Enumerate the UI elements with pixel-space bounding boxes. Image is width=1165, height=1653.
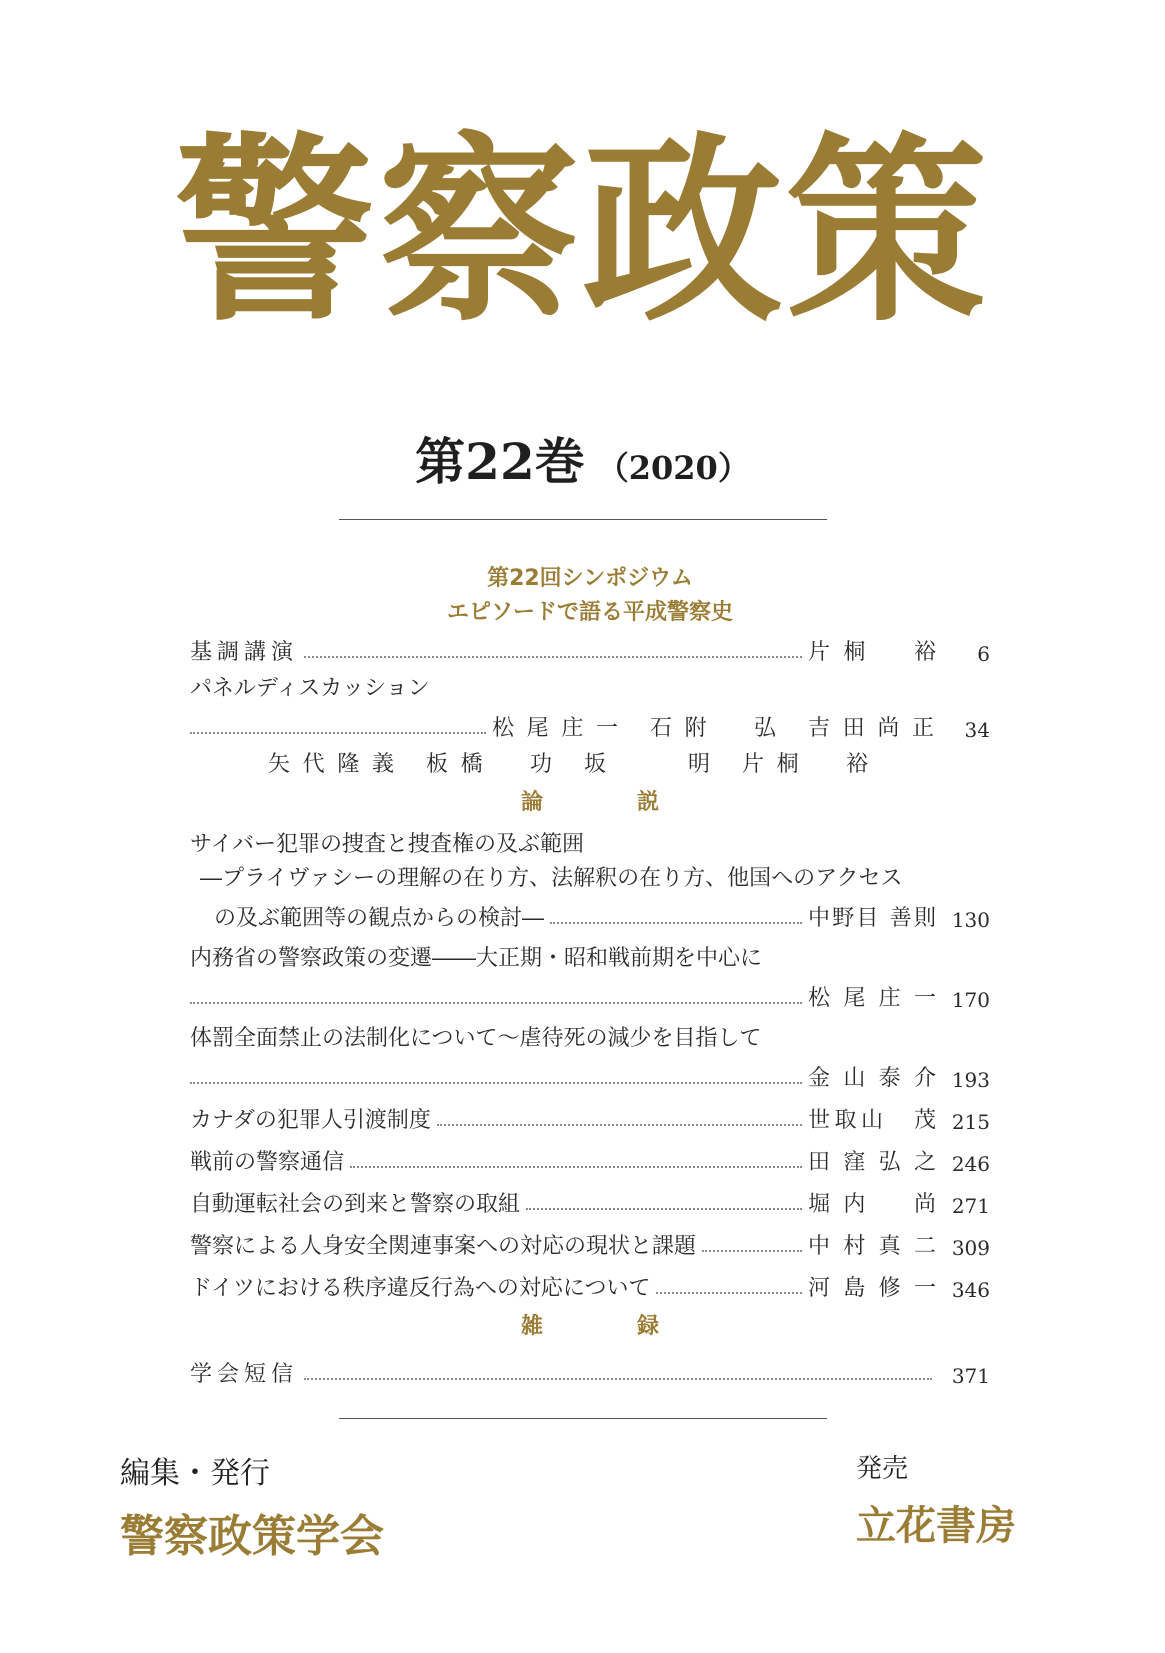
panelist-name: 松尾庄一 — [492, 716, 622, 741]
toc-entry-article-8[interactable] — [190, 1266, 990, 1302]
leader-dots — [656, 1292, 802, 1294]
bottom-divider — [339, 1418, 827, 1419]
entry-author: 中村真二 — [808, 1234, 938, 1259]
entry-author: 河島修一 — [808, 1276, 938, 1301]
entry-page: 6 — [977, 642, 990, 666]
panel-names-row-2 — [190, 742, 990, 778]
leader-dots — [526, 1208, 802, 1210]
panelist-name: 坂 明 — [584, 752, 714, 777]
entry-page: 130 — [951, 908, 990, 932]
panelist-name: 石附 弘 — [650, 716, 780, 741]
entry-title: カナダの犯罪人引渡制度 — [190, 1108, 431, 1133]
leader-dots — [304, 1378, 932, 1380]
entry-author: 中野目 善則 — [808, 906, 938, 931]
entry-page: 170 — [951, 988, 990, 1012]
toc-entry-article-1[interactable] — [190, 828, 990, 932]
entry-author: 金山泰介 — [808, 1066, 938, 1091]
entry-title: 警察による人身安全関連事案への対応の現状と課題 — [190, 1234, 697, 1259]
leader-dots — [304, 656, 802, 658]
entry-title: 基調講演 — [190, 640, 299, 665]
entry-title: 内務省の警察政策の変遷――大正期・昭和戦前期を中心に — [190, 946, 763, 971]
top-divider — [339, 519, 827, 520]
toc-entry-article-4[interactable] — [190, 1098, 990, 1134]
entry-title: 体罰全面禁止の法制化について～虐待死の減少を目指して — [190, 1026, 762, 1051]
entry-subtitle: ―プライヴァシーの理解の在り方、法解釈の在り方、他国へのアクセス — [200, 866, 903, 891]
toc-entry-article-5[interactable] — [190, 1140, 990, 1176]
toc-entry-article-6[interactable] — [190, 1182, 990, 1218]
panel-title: パネルディスカッション — [190, 676, 430, 701]
symposium-subtitle: エピソードで語る平成警察史 — [446, 600, 733, 625]
articles-heading: 論 説 — [520, 790, 695, 815]
entry-title: 学会短信 — [190, 1362, 299, 1387]
entry-author: 世取山 茂 — [808, 1108, 938, 1133]
leader-dots — [550, 922, 802, 924]
volume-year: （2020） — [596, 449, 750, 487]
entry-title: サイバー犯罪の捜査と捜査権の及ぶ範囲 — [190, 832, 585, 857]
entry-title: 戦前の警察通信 — [190, 1150, 345, 1175]
seller-name: 立花書房 — [856, 1503, 1016, 1549]
entry-page: 271 — [951, 1194, 990, 1218]
entry-author: 松尾庄一 — [808, 986, 938, 1011]
leader-dots — [350, 1166, 802, 1168]
entry-page: 215 — [951, 1110, 990, 1134]
misc-heading: 雑 録 — [520, 1314, 695, 1339]
symposium-heading: 第22回シンポジウム — [487, 566, 693, 591]
leader-dots — [190, 1002, 802, 1004]
toc-entry-article-2[interactable] — [190, 942, 990, 1012]
entry-author: 堀内 尚 — [808, 1192, 938, 1217]
leader-dots — [190, 1082, 802, 1084]
entry-page: 246 — [951, 1152, 990, 1176]
entry-page: 346 — [951, 1278, 990, 1302]
entry-author: 片桐 裕 — [808, 640, 938, 665]
entry-author: 田窪弘之 — [808, 1150, 938, 1175]
toc-entry-misc[interactable] — [190, 1352, 990, 1388]
volume-number: 第22巻 — [415, 432, 585, 491]
toc-entry-keynote[interactable] — [190, 630, 990, 666]
editor-label: 編集・発行 — [120, 1456, 270, 1491]
entry-page: 34 — [964, 718, 990, 742]
panelist-name: 片桐 裕 — [742, 752, 872, 777]
toc-entry-article-7[interactable] — [190, 1224, 990, 1260]
table-of-contents — [190, 562, 990, 1394]
editor-name: 警察政策学会 — [120, 1511, 384, 1562]
entry-page: 371 — [951, 1364, 990, 1388]
panelist-name: 吉田尚正 — [808, 716, 938, 741]
entry-title: ドイツにおける秩序違反行為への対応について — [190, 1276, 651, 1301]
seller-label: 発売 — [856, 1454, 909, 1484]
panelist-name: 矢代隆義 — [268, 752, 398, 777]
leader-dots — [437, 1124, 802, 1126]
entry-page: 193 — [951, 1068, 990, 1092]
entry-title: 自動運転社会の到来と警察の取組 — [190, 1192, 521, 1217]
entry-page: 309 — [951, 1236, 990, 1260]
volume-info — [0, 422, 1165, 494]
leader-dots — [702, 1250, 802, 1252]
entry-subtitle-cont: の及ぶ範囲等の観点からの検討― — [214, 906, 545, 931]
panel-names-row-1[interactable] — [190, 706, 990, 742]
journal-title: 警察政策 — [174, 116, 991, 349]
leader-dots — [190, 732, 486, 734]
toc-entry-article-3[interactable] — [190, 1022, 990, 1092]
panelist-name: 板橋 功 — [426, 752, 556, 777]
